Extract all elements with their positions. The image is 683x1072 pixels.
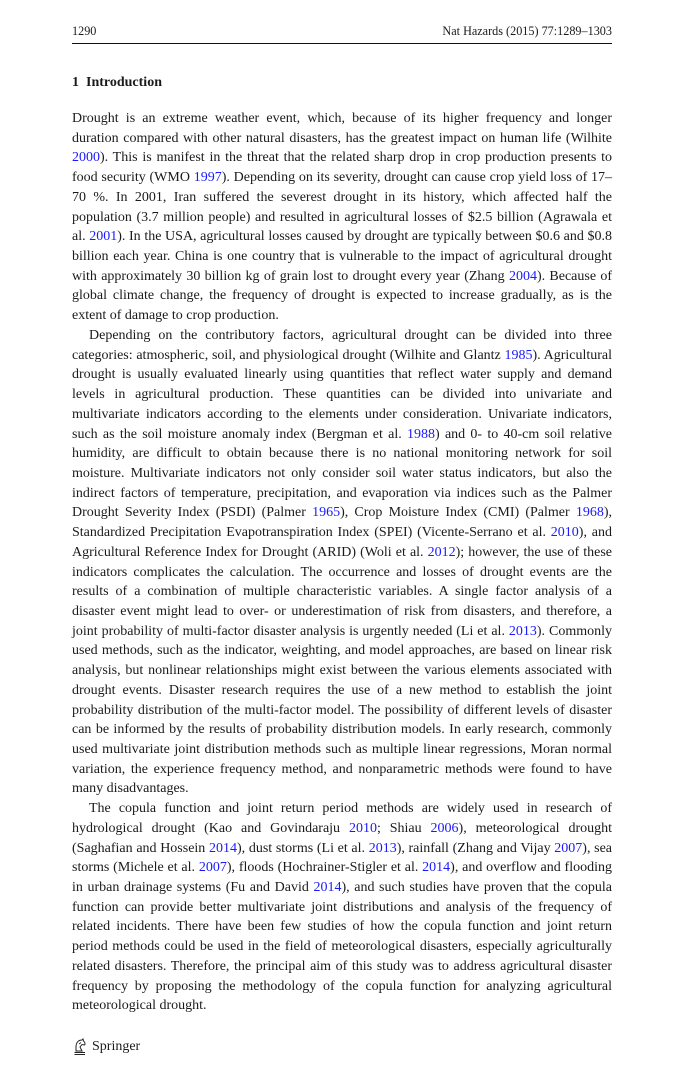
paragraph — [72, 799, 612, 1016]
section-number: 1 — [72, 75, 79, 90]
text-run: Depending on the contributory factors, agricultural drought can be divided into three categories: atmospheric, soil, and physiological drought (Wilhite and Glantz — [72, 327, 612, 363]
header-rule — [72, 43, 612, 44]
text-run: ), rainfall (Zhang and Vijay — [396, 840, 555, 856]
page-number: 1290 — [72, 24, 97, 38]
text-run: ). This is manifest in the threat that the related sharp drop in crop production presents to food security (WMO — [72, 150, 612, 186]
text-run: ). Depending on its severity, drought can cause crop yield loss of 17–70 %. In 2001, Iran suffered the severest drought in its history, which affected half the population (3.7 million people) and resulted in agricultural losses of $2.5 billion (Agrawala et al. — [72, 170, 612, 245]
paper-page — [72, 0, 612, 1072]
journal-reference: Nat Hazards (2015) 77:1289–1303 — [442, 24, 612, 38]
citation-link[interactable]: 1997 — [193, 170, 222, 186]
citation-link[interactable]: 2000 — [72, 150, 100, 166]
text-run: ). Commonly used methods, such as the indicator, weighting, and model approaches, are based on linear risk analysis, but nonlinear relationships might exist between the various elements associated with drought events. Disaster research requires the use of a new method to establish the joint probability distribution of the multi-factor model. The possibility of different levels of disaster can be informed by the results of probability distribution models. In early research, commonly used multivariate joint distribution methods such as multiple linear regressions, Moran normal variation, the experience frequency method, and nonparametric methods were found to have many disadvantages. — [72, 623, 612, 797]
paragraph — [72, 109, 612, 326]
footer — [72, 1038, 612, 1072]
citation-link[interactable]: 1968 — [575, 505, 604, 521]
text-run: ). Agricultural drought is usually evaluated linearly using quantities that reflect water supply and demand levels in agricultural production. These quantities can be divided into univariate and multivariate indicators according to the elements under consideration. Univariate indicators, such as the soil moisture anomaly index (Bergman et al. — [72, 347, 613, 442]
citation-link[interactable]: 1988 — [407, 426, 436, 442]
text-run: ) and 0- to 40-cm soil relative humidity, are difficult to obtain because there is no national monitoring network for soil moisture. Multivariate indicators not only consider soil water status indicators, but also the indirect factors of temperature, precipitation, and evaporation via indices such as the Palmer Drought Severity Index (PSDI) (Palmer — [72, 426, 612, 521]
text-run: ), sea storms (Michele et al. — [72, 840, 613, 876]
citation-link[interactable]: 1965 — [312, 505, 341, 521]
text-run: ), dust storms (Li et al. — [237, 840, 369, 856]
citation-link[interactable]: 2014 — [209, 840, 237, 856]
text-run: Drought is an extreme weather event, which, because of its higher frequency and longer duration compared with other natural disasters, has the greatest impact on human life (Wilhite — [72, 111, 612, 146]
citation-link[interactable]: 1985 — [504, 347, 533, 363]
text-run: ), and Agricultural Reference Index for Drought (ARID) (Woli et al. — [72, 525, 612, 560]
citation-link[interactable]: 2014 — [422, 860, 451, 876]
citation-link[interactable]: 2014 — [313, 880, 342, 896]
paragraph — [72, 326, 612, 799]
text-run: ), and such studies have proven that the copula function can provide better multivariate joint distributions and analysis of the frequency of related incidents. There have been few studies of how the copula function and joint return period methods could be used in the field of meteorological disasters, especially agriculturally related disasters. Therefore, the principal aim of this study was to address agricultural disaster frequency by proposing the methodology of the copula function for analyzing agricultural meteorological drought. — [72, 880, 612, 1014]
text-run: ; Shiau — [376, 820, 431, 836]
text-run: ). In the USA, agricultural losses caused by drought are typically between $0.6 and $0.8 billion each year. China is one country that is vulnerable to the impact of agricultural drought with approximately 30 billion kg of grain lost to drought every year (Zhang — [72, 229, 612, 284]
text-run: The copula function and joint return period methods are widely used in research of hydrological drought (Kao and Govindaraju — [72, 801, 612, 836]
publisher-name: Springer — [92, 1039, 141, 1055]
body-text — [72, 109, 612, 1016]
citation-link[interactable]: 2010 — [348, 820, 377, 836]
running-head — [72, 24, 612, 39]
section-title: Introduction — [86, 75, 162, 90]
springer-horse-icon — [72, 1038, 88, 1056]
citation-link[interactable]: 2012 — [427, 544, 456, 560]
citation-link[interactable]: 2007 — [554, 840, 583, 856]
text-run: ), meteorological drought (Saghafian and Hossein — [72, 820, 612, 856]
text-run: ), and overflow and flooding in urban drainage systems (Fu and David — [72, 860, 612, 896]
citation-link[interactable]: 2001 — [89, 229, 118, 245]
text-run: ), Standardized Precipitation Evapotranspiration Index (SPEI) (Vicente-Serrano et al. — [72, 505, 612, 541]
text-run: ), Crop Moisture Index (CMI) (Palmer — [340, 505, 576, 521]
text-run: ), floods (Hochrainer-Stigler et al. — [226, 860, 423, 876]
citation-link[interactable]: 2007 — [198, 860, 227, 876]
citation-link[interactable]: 2013 — [508, 623, 537, 639]
citation-link[interactable]: 2006 — [430, 820, 459, 836]
citation-link[interactable]: 2013 — [368, 840, 397, 856]
text-run: ); however, the use of these indicators complicates the calculation. The occurrence and losses of drought events are the results of a combination of multiple characteristic variables. A single factor analysis of a disaster event might lead to over- or underestimation of risk from disasters, and therefore, a joint probability of multi-factor disaster analysis is urgently needed (Li et al. — [72, 544, 612, 639]
section-heading — [72, 74, 612, 92]
text-run: ). Because of global climate change, the frequency of drought is expected to increase gradually, as is the extent of damage to crop production. — [72, 268, 613, 324]
citation-link[interactable]: 2004 — [508, 268, 537, 284]
citation-link[interactable]: 2010 — [550, 525, 579, 541]
